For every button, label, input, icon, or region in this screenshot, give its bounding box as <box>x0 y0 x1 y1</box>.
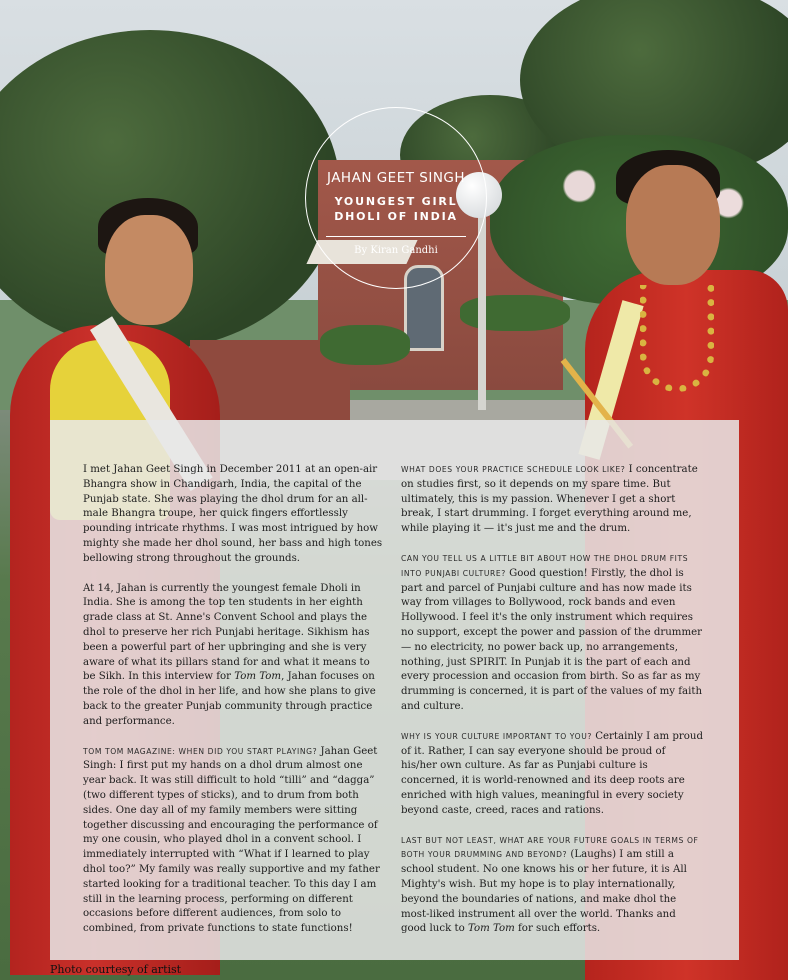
question-label: CAN YOU TELL US A LITTLE BIT ABOUT HOW THE DHOL DRUM FITS INTO PUNJABI CULTURE? <box>401 553 689 578</box>
question-label: WHAT DOES YOUR PRACTICE SCHEDULE LOOK LIKE? <box>401 465 626 474</box>
answer-text: Certainly I am proud of it. Rather, I can say everyone should be proud of his/her own culture. As far as Punjabi culture is concerned, it is world-renowned and its deep roots are enriched with high values, meaningful in every society beyond caste, creed, races and rations. <box>401 730 704 816</box>
question-label: WHY IS YOUR CULTURE IMPORTANT TO YOU? <box>401 731 592 741</box>
magazine-name: Tom Tom <box>467 923 515 935</box>
man-face <box>626 165 720 285</box>
background-text-end: , Jahan focuses on the role of the dhol in her life, and how she plans to give back to the greater Punjab community through practice and performance. <box>83 671 376 727</box>
magazine-name: Tom Tom <box>234 671 282 683</box>
hedge <box>460 295 570 331</box>
article-column-right <box>401 463 704 952</box>
title-name: JAHAN GEET SINGH <box>326 170 466 186</box>
question-label: TOM TOM MAGAZINE: WHEN DID YOU START PLAYING? <box>83 746 318 756</box>
girl-face <box>105 215 193 325</box>
article-panel <box>50 420 739 960</box>
hedge <box>320 325 410 365</box>
qa-practice-schedule <box>401 463 704 537</box>
qa-culture-importance <box>401 730 704 819</box>
answer-text-end: for such efforts. <box>514 923 601 935</box>
answer-text: Good question! Firstly, the dhol is part and parcel of Punjabi culture and has now made its way from villages to Bollywood, rock bands and even Hollywood. I feel it's the only instrument which requires no support, except the power and passion of the drummer — no electricity, no power back up, no arrangements, nothing, just SPIRIT. In Punjab it is the part of each and every procession and occasion from birth. So as far as my drumming is concerned, it is part of the values of my faith and culture. <box>401 567 703 712</box>
question-label: LAST BUT NOT LEAST, WHAT ARE YOUR FUTURE GOALS IN TERMS OF BOTH YOUR DRUMMING AND BEYOND? <box>401 835 699 860</box>
qa-future-goals <box>401 834 704 938</box>
article-column-left <box>83 463 383 952</box>
photo-credit: Photo courtesy of artist <box>50 963 182 976</box>
man-necklace <box>640 285 714 392</box>
byline: By Kiran Gandhi <box>354 245 438 256</box>
qa-punjabi-culture <box>401 552 704 715</box>
qa-start-playing <box>83 745 383 937</box>
intro-text: I met Jahan Geet Singh in December 2011 at an open-air Bhangra show in Chandigarh, India, the capital of the Punjab state. She was playing the dhol drum for an all-male Bhangra troupe, her quick fingers effortlessly pounding intricate rhythms. I was most intrigued by how mighty she made her dhol sound, her bass and high tones bellowing strong throughout the grounds. <box>83 464 383 564</box>
answer-text: I concentrate on studies first, so it depends on my spare time. But ultimately, this is my passion. Whenever I get a short break, I start drumming. I forget everything around me, while playing it — it's just me and the drum. <box>401 464 698 535</box>
answer-text: (Laughs) I am still a school student. No one knows his or her future, it is All Mighty's wish. But my hope is to play internationally, beyond the boundaries of nations, and make dhol the most-liked instrument all over the world. Thanks and good luck to <box>401 849 687 935</box>
answer-text: Jahan Geet Singh: I first put my hands on a dhol drum almost one year back. It was still difficult to hold “tilli” and “dagga” (two different types of sticks), and to drum from both sides. One day all of my family members were sitting together discussing and encouraging the performance of my one cousin, who played dhol in a convent school. I immediately interrupted with “What if I learned to play dhol too?” My family was really supportive and my father started looking for a traditional teacher. To this day I am still in the learning process, performing on different occasions before different audiences, from solo to combined, from private functions to state functions! <box>83 745 380 935</box>
background-text: At 14, Jahan is currently the youngest female Dholi in India. She is among the top ten students in her eighth grade class at St. Anne's Convent School and plays the dhol to preserve her rich Punjabi heritage. Sikhism has been a powerful part of her upbringing and she is very aware of what its pillars stand for and what it means to be Sikh. In this interview for <box>83 582 370 683</box>
intro-paragraph <box>83 463 383 567</box>
title-subtitle: YOUNGEST GIRL DHOLI OF INDIA <box>334 195 458 223</box>
background-paragraph <box>83 582 383 730</box>
lamp-post <box>478 210 486 410</box>
title-divider <box>326 236 466 237</box>
